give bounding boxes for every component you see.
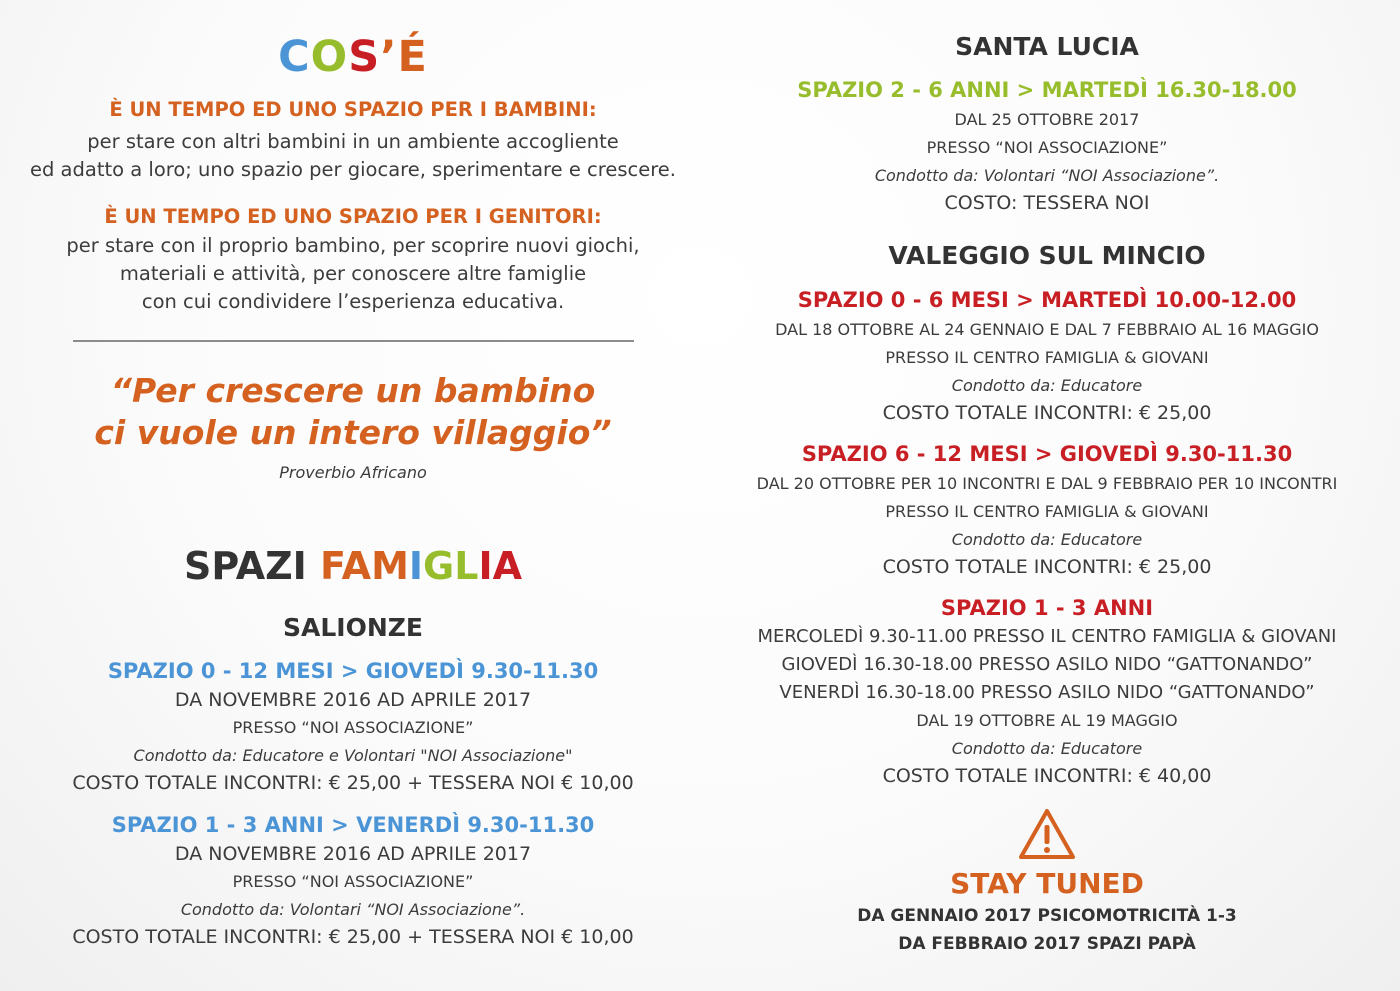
valeggio-s1-heading: SPAZIO 0 - 6 MESI > MARTEDÌ 10.00-12.00 [797,288,1297,312]
spazi-word: SPAZI [183,544,307,588]
salionze-s1-heading: SPAZIO 0 - 12 MESI > GIOVEDÌ 9.30-11.30 [107,659,599,683]
valeggio-s2-led: Condotto da: Educatore [951,530,1143,549]
genitori-line-3: con cui condividere l’esperienza educativa. [141,290,565,313]
genitori-line-2: materiali e attività, per conoscere altre famiglie [119,262,587,285]
famiglia-letter: G [423,544,455,588]
santa-lucia-dates: DAL 25 OTTOBRE 2017 [954,110,1140,129]
bambini-heading: È UN TEMPO ED UNO SPAZIO PER I BAMBINI: [109,98,597,121]
warning-icon [1018,808,1076,860]
stay-tuned-title: STAY TUNED [950,867,1144,900]
valeggio-s2-cost: COSTO TOTALE INCONTRI: € 25,00 [882,556,1212,578]
salionze-s2-heading: SPAZIO 1 - 3 ANNI > VENERDÌ 9.30-11.30 [111,813,595,837]
famiglia-letter: F [320,544,342,588]
valeggio-s1-dates: DAL 18 OTTOBRE AL 24 GENNAIO E DAL 7 FEBBRAIO AL 16 MAGGIO [775,320,1319,339]
salionze-s1-dates: DA NOVEMBRE 2016 AD APRILE 2017 [174,689,532,711]
salionze-s1-place: PRESSO “NOI ASSOCIAZIONE” [232,718,474,737]
valeggio-title: VALEGGIO SUL MINCIO [888,241,1206,270]
salionze-title: SALIONZE [283,613,423,642]
bambini-line-2: ed adatto a loro; uno spazio per giocare, sperimentare e crescere. [29,158,676,181]
genitori-line-1: per stare con il proprio bambino, per scoprire nuovi giochi, [66,234,640,257]
salionze-s1-cost: COSTO TOTALE INCONTRI: € 25,00 + TESSERA NOI € 10,00 [72,772,634,794]
famiglia-word [320,544,522,588]
salionze-s1-led: Condotto da: Educatore e Volontari "NOI Associazione" [133,746,573,765]
bambini-line-1: per stare con altri bambini in un ambiente accogliente [87,130,619,153]
salionze-s2-dates: DA NOVEMBRE 2016 AD APRILE 2017 [174,843,532,865]
famiglia-letter: I [478,544,493,588]
valeggio-s1-led: Condotto da: Educatore [951,376,1143,395]
stay-tuned-line-1: DA GENNAIO 2017 PSICOMOTRICITÀ 1-3 [857,906,1237,926]
valeggio-s3-cost: COSTO TOTALE INCONTRI: € 40,00 [882,765,1212,787]
salionze-s2-cost: COSTO TOTALE INCONTRI: € 25,00 + TESSERA NOI € 10,00 [72,926,634,948]
salionze-s2-place: PRESSO “NOI ASSOCIAZIONE” [232,872,474,891]
santa-lucia-place: PRESSO “NOI ASSOCIAZIONE” [926,138,1168,157]
valeggio-s1-place: PRESSO IL CENTRO FAMIGLIA & GIOVANI [885,348,1209,367]
valeggio-s3-line-1: MERCOLEDÌ 9.30-11.00 PRESSO IL CENTRO FAMIGLIA & GIOVANI [757,626,1337,647]
cose-letter: S [348,32,381,82]
stay-tuned-line-2: DA FEBBRAIO 2017 SPAZI PAPÀ [898,934,1196,954]
valeggio-s3-led: Condotto da: Educatore [951,739,1143,758]
famiglia-letter: A [492,544,523,588]
valeggio-s3-dates: DAL 19 OTTOBRE AL 19 MAGGIO [916,711,1178,730]
spazi-famiglia-title [0,542,706,590]
valeggio-s1-cost: COSTO TOTALE INCONTRI: € 25,00 [882,402,1212,424]
quote-line-2: ci vuole un intero villaggio” [94,413,612,452]
santa-lucia-title: SANTA LUCIA [955,32,1139,61]
cose-title [0,32,706,82]
cose-letter: ’ [380,32,398,82]
cose-letter: O [310,32,349,82]
valeggio-s2-heading: SPAZIO 6 - 12 MESI > GIOVEDÌ 9.30-11.30 [801,442,1293,466]
quote-line-1: “Per crescere un bambino [110,371,596,410]
santa-lucia-heading: SPAZIO 2 - 6 ANNI > MARTEDÌ 16.30-18.00 [797,78,1297,102]
salionze-s2-led: Condotto da: Volontari “NOI Associazione”. [180,900,526,919]
santa-lucia-cost: COSTO: TESSERA NOI [944,192,1150,214]
valeggio-s2-dates: DAL 20 OTTOBRE PER 10 INCONTRI E DAL 9 FEBBRAIO PER 10 INCONTRI [756,474,1338,493]
famiglia-letter: I [408,544,424,588]
genitori-heading: È UN TEMPO ED UNO SPAZIO PER I GENITORI: [104,205,602,228]
valeggio-s2-place: PRESSO IL CENTRO FAMIGLIA & GIOVANI [885,502,1209,521]
famiglia-letter: A [341,544,372,588]
quote-source: Proverbio Africano [279,463,427,482]
valeggio-s3-heading: SPAZIO 1 - 3 ANNI [940,596,1154,620]
valeggio-s3-line-2: GIOVEDÌ 16.30-18.00 PRESSO ASILO NIDO “GATTONANDO” [781,654,1313,675]
valeggio-s3-line-3: VENERDÌ 16.30-18.00 PRESSO ASILO NIDO “GATTONANDO” [779,682,1315,703]
famiglia-letter: L [454,544,479,588]
santa-lucia-led: Condotto da: Volontari “NOI Associazione”. [874,166,1220,185]
cose-letter: C [278,32,311,82]
section-divider [73,340,634,342]
famiglia-letter: M [371,544,409,588]
cose-letter: É [397,32,428,82]
